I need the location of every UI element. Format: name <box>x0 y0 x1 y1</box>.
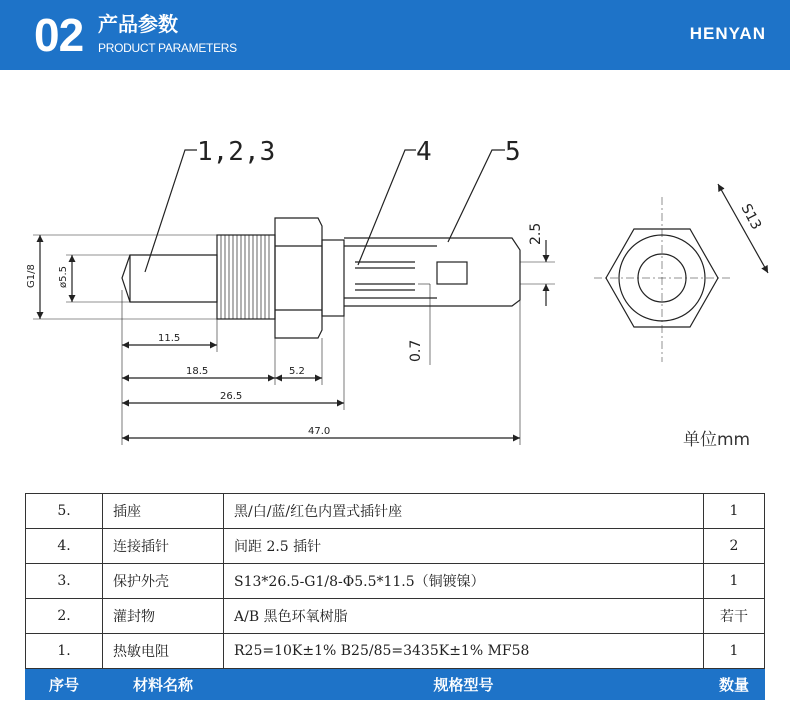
header-name: 材料名称 <box>103 669 224 700</box>
table-row <box>26 599 765 634</box>
table-row <box>26 564 765 599</box>
label-diameter: ø5.5 <box>58 265 69 288</box>
header-qty: 数量 <box>704 669 765 700</box>
table-row <box>26 634 765 669</box>
row-number: 1. <box>26 634 103 669</box>
quantity: 1 <box>704 494 765 529</box>
dim-value: 11.5 <box>158 333 181 344</box>
material-name: 插座 <box>103 494 224 529</box>
quantity: 1 <box>704 634 765 669</box>
label-pin-pitch: 2.5 <box>528 222 544 245</box>
label-hex-size: S13 <box>737 201 765 233</box>
table-row <box>26 529 765 564</box>
table-row <box>26 494 765 529</box>
quantity: 2 <box>704 529 765 564</box>
row-number: 3. <box>26 564 103 599</box>
unit-label: 单位mm <box>683 430 751 450</box>
dim-value: 5.2 <box>289 366 305 377</box>
technical-drawing <box>0 70 790 470</box>
section-title-en: PRODUCT PARAMETERS <box>98 41 237 55</box>
row-number: 4. <box>26 529 103 564</box>
material-name: 灌封物 <box>103 599 224 634</box>
dim-value: 47.0 <box>308 426 331 437</box>
label-part-5: 5 <box>505 137 521 167</box>
specification: 间距 2.5 插针 <box>224 529 704 564</box>
quantity: 1 <box>704 564 765 599</box>
specification: 黑/白/蓝/红色内置式插针座 <box>224 494 704 529</box>
table-header-row <box>26 669 765 700</box>
label-thread: G1/8 <box>26 264 37 288</box>
material-name: 热敏电阻 <box>103 634 224 669</box>
quantity: 若干 <box>704 599 765 634</box>
material-name: 连接插针 <box>103 529 224 564</box>
row-number: 2. <box>26 599 103 634</box>
brand-logo: HENYAN <box>689 24 766 43</box>
section-title-cn: 产品参数 <box>98 12 178 36</box>
material-name: 保护外壳 <box>103 564 224 599</box>
label-part-4: 4 <box>416 137 432 167</box>
label-part-123: 1,2,3 <box>197 137 276 167</box>
row-number: 5. <box>26 494 103 529</box>
header-banner <box>0 0 790 70</box>
specification: R25=10K±1% B25/85=3435K±1% MF58 <box>224 634 704 669</box>
specification: S13*26.5-G1/8-Φ5.5*11.5（铜镀镍） <box>224 564 704 599</box>
header-no: 序号 <box>26 669 103 700</box>
label-pin-size: 0.7 <box>408 339 424 362</box>
specification: A/B 黑色环氧树脂 <box>224 599 704 634</box>
dim-value: 18.5 <box>186 366 209 377</box>
dim-value: 26.5 <box>220 391 243 402</box>
parameter-table <box>25 493 765 700</box>
section-number: 02 <box>34 9 84 61</box>
header-spec: 规格型号 <box>224 669 704 700</box>
